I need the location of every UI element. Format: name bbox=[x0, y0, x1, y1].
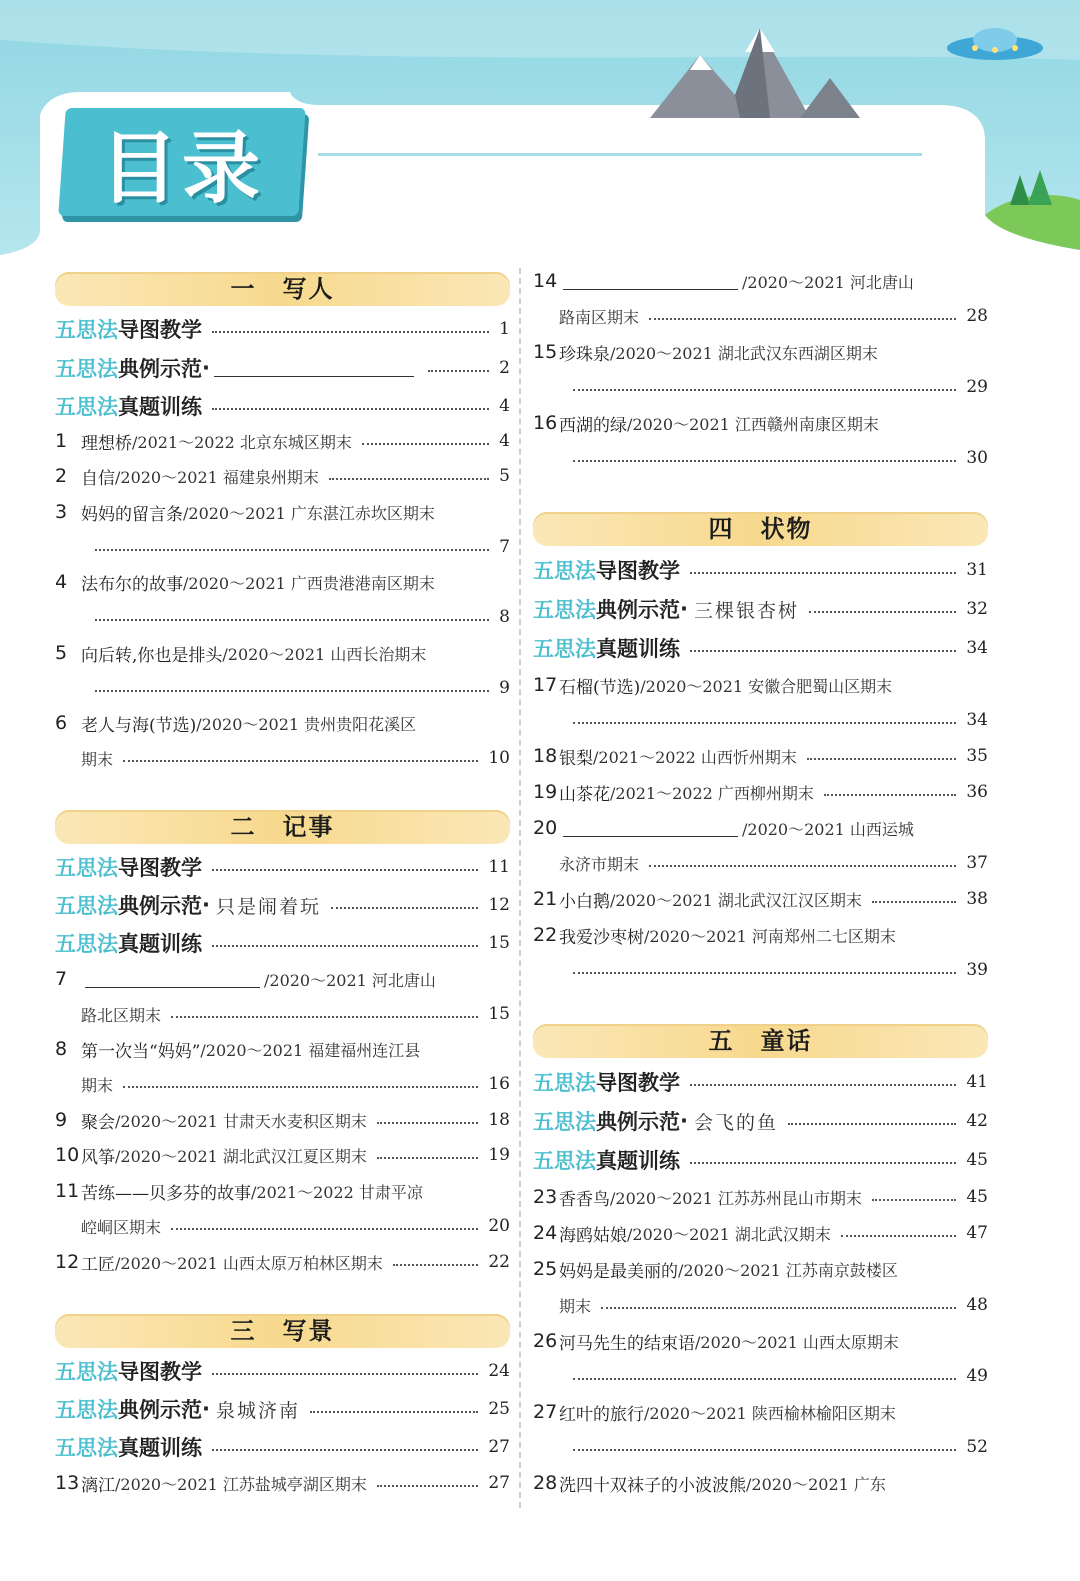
toc-entry-cont[interactable]: 期末 16 bbox=[81, 1074, 510, 1095]
header-banner bbox=[0, 0, 1080, 260]
toc-entry-cont[interactable]: 期末 48 bbox=[559, 1295, 988, 1316]
toc-entry[interactable]: 6 老人与海(节选) /2020～2021 贵州贵阳花溪区 bbox=[55, 712, 417, 736]
toc-entry[interactable]: 25 妈妈是最美丽的 /2020～2021 江苏南京鼓楼区 bbox=[533, 1258, 898, 1282]
toc-entry[interactable]: 24 海鸥姑娘 /2020～2021 湖北武汉期末 47 bbox=[533, 1222, 988, 1246]
toc-entry[interactable]: 16 西湖的绿 /2020～2021 江西赣州南康区期末 bbox=[533, 412, 879, 436]
toc-entry-guide[interactable]: 五思法 导图教学 1 bbox=[55, 318, 510, 342]
toc-entry[interactable]: 26 河马先生的结束语 /2020～2021 山西太原期末 bbox=[533, 1330, 899, 1354]
blank-underline bbox=[214, 359, 414, 377]
toc-title-box bbox=[58, 108, 306, 216]
toc-entry[interactable]: 2 自信 /2020～2021 福建泉州期末 5 bbox=[55, 465, 510, 489]
blank-underline bbox=[563, 819, 738, 837]
section-header-2: 二 记事 bbox=[55, 810, 510, 844]
toc-entry[interactable]: 18 银梨 /2021～2022 山西忻州期末 35 bbox=[533, 745, 988, 769]
toc-entry[interactable]: 20 /2020～2021 山西运城 bbox=[533, 817, 914, 839]
toc-entry-train[interactable]: 五思法 真题训练 27 bbox=[55, 1436, 510, 1460]
toc-entry[interactable]: 8 第一次当“妈妈” /2020～2021 福建福州连江县 bbox=[55, 1038, 421, 1062]
toc-entry-cont[interactable]: 39 bbox=[533, 955, 988, 985]
toc-entry-cont[interactable]: 期末 10 bbox=[81, 748, 510, 769]
toc-entry-example[interactable]: 五思法 典例示范 · 2 bbox=[55, 356, 510, 381]
toc-entry-example[interactable]: 五思法 典例示范 · 泉城济南 25 bbox=[55, 1397, 510, 1422]
toc-entry[interactable]: 23 香香鸟 /2020～2021 江苏苏州昆山市期末 45 bbox=[533, 1186, 988, 1210]
page-title: 目录 bbox=[99, 124, 264, 214]
section-header-1: 一 写人 bbox=[55, 272, 510, 306]
toc-entry-guide[interactable]: 五思法 导图教学 31 bbox=[533, 559, 988, 583]
toc-entry[interactable]: 3 妈妈的留言条 /2020～2021 广东湛江赤坎区期末 bbox=[55, 501, 435, 525]
toc-entry-cont[interactable]: 8 bbox=[55, 602, 510, 632]
toc-entry-guide[interactable]: 五思法 导图教学 41 bbox=[533, 1071, 988, 1095]
toc-entry[interactable]: 13 漓江 /2020～2021 江苏盐城亭湖区期末 27 bbox=[55, 1472, 510, 1496]
toc-entry-example[interactable]: 五思法 典例示范 · 只是闹着玩 12 bbox=[55, 893, 510, 918]
toc-entry[interactable]: 21 小白鹅 /2020～2021 湖北武汉江汉区期末 38 bbox=[533, 888, 988, 912]
toc-entry-guide[interactable]: 五思法 导图教学 24 bbox=[55, 1360, 510, 1384]
toc-entry[interactable]: 28 洗四十双袜子的小波波熊 /2020～2021 广东 bbox=[533, 1472, 886, 1496]
toc-entry[interactable]: 4 法布尔的故事 /2020～2021 广西贵港港南区期末 bbox=[55, 571, 435, 595]
toc-entry-cont[interactable]: 52 bbox=[533, 1432, 988, 1462]
toc-entry-train[interactable]: 五思法 真题训练 45 bbox=[533, 1149, 988, 1173]
column-divider bbox=[519, 268, 521, 1508]
toc-entry-cont[interactable]: 7 bbox=[55, 532, 510, 562]
toc-entry[interactable]: 10 风筝 /2020～2021 湖北武汉江夏区期末 19 bbox=[55, 1144, 510, 1168]
toc-entry-cont[interactable]: 崆峒区期末 20 bbox=[81, 1216, 510, 1237]
toc-entry[interactable]: 17 石榴(节选) /2020～2021 安徽合肥蜀山区期末 bbox=[533, 674, 893, 698]
toc-entry-example[interactable]: 五思法 典例示范 · 三棵银杏树 32 bbox=[533, 597, 988, 622]
toc-entry-cont[interactable]: 路北区期末 15 bbox=[81, 1004, 510, 1025]
title-rule bbox=[318, 153, 922, 156]
toc-entry-train[interactable]: 五思法 真题训练 15 bbox=[55, 932, 510, 956]
section-header-4: 四 状物 bbox=[533, 512, 988, 546]
toc-entry-guide[interactable]: 五思法 导图教学 11 bbox=[55, 856, 510, 880]
toc-entry-example[interactable]: 五思法 典例示范 · 会飞的鱼 42 bbox=[533, 1109, 988, 1134]
section-header-5: 五 童话 bbox=[533, 1024, 988, 1058]
toc-entry[interactable]: 9 聚会 /2020～2021 甘肃天水麦积区期末 18 bbox=[55, 1109, 510, 1133]
section-header-3: 三 写景 bbox=[55, 1314, 510, 1348]
blank-underline bbox=[563, 272, 738, 290]
toc-entry-cont[interactable]: 29 bbox=[533, 372, 988, 402]
toc-entry[interactable]: 19 山茶花 /2021～2022 广西柳州期末 36 bbox=[533, 781, 988, 805]
toc-entry[interactable]: 7 /2020～2021 河北唐山 bbox=[55, 968, 436, 990]
toc-entry[interactable]: 11 苦练——贝多芬的故事 /2021～2022 甘肃平凉 bbox=[55, 1180, 423, 1204]
toc-entry[interactable]: 27 红叶的旅行 /2020～2021 陕西榆林榆阳区期末 bbox=[533, 1401, 896, 1425]
toc-entry-cont[interactable]: 30 bbox=[533, 443, 988, 473]
toc-entry[interactable]: 5 向后转,你也是排头 /2020～2021 山西长治期末 bbox=[55, 642, 427, 666]
blank-underline bbox=[85, 970, 260, 988]
toc-entry-cont[interactable]: 路南区期末 28 bbox=[559, 306, 988, 327]
toc-entry-cont[interactable]: 9 bbox=[55, 673, 510, 703]
toc-entry[interactable]: 12 工匠 /2020～2021 山西太原万柏林区期末 22 bbox=[55, 1251, 510, 1275]
toc-entry[interactable]: 1 理想桥 /2021～2022 北京东城区期末 4 bbox=[55, 430, 510, 454]
toc-entry[interactable]: 22 我爱沙枣树 /2020～2021 河南郑州二七区期末 bbox=[533, 924, 896, 948]
toc-entry-cont[interactable]: 永济市期末 37 bbox=[559, 853, 988, 874]
toc-entry-cont[interactable]: 49 bbox=[533, 1361, 988, 1391]
toc-entry[interactable]: 14 /2020～2021 河北唐山 bbox=[533, 270, 914, 292]
toc-entry-train[interactable]: 五思法 真题训练 34 bbox=[533, 637, 988, 661]
toc-entry-cont[interactable]: 34 bbox=[533, 705, 988, 735]
toc-entry[interactable]: 15 珍珠泉 /2020～2021 湖北武汉东西湖区期末 bbox=[533, 341, 878, 365]
toc-entry-train[interactable]: 五思法 真题训练 4 bbox=[55, 395, 510, 419]
